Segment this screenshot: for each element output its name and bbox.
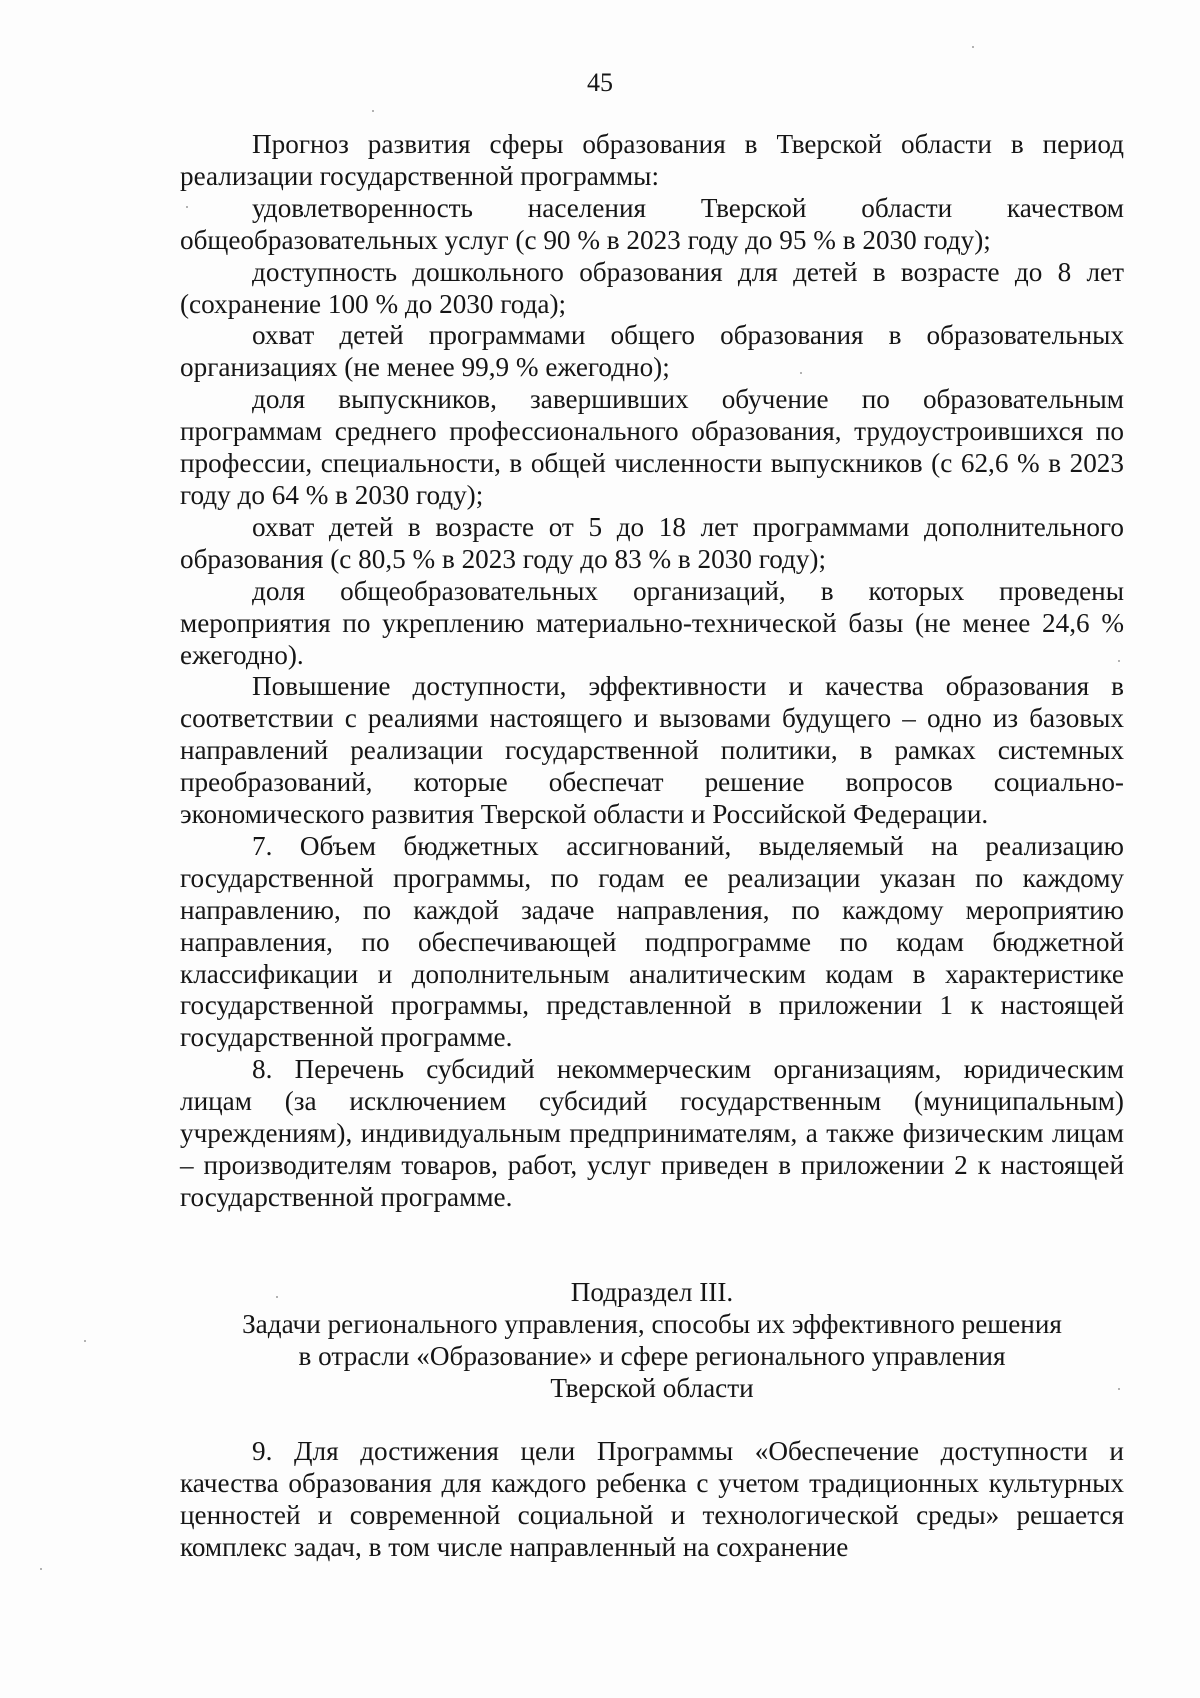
- subsection-title-line-1: Задачи регионального управления, способы их эффективного решения: [242, 1308, 1062, 1339]
- body-text-lower: [180, 1436, 1124, 1564]
- subsection-title-line-3: Тверской области: [550, 1372, 754, 1403]
- paragraph-accessibility-improvement: Повышение доступности, эффективности и качества образования в соответствии с реалиями настоящего и вызовами будущего – одно из базовых направлений реализации государственной политики, в рамках системных преобразований, которые обеспечат решение вопросов социально-экономического развития Тверской области и Российской Федерации.: [180, 671, 1124, 830]
- paragraph-preschool-access: доступность дошкольного образования для детей в возрасте до 8 лет (сохранение 100 % до 2030 года);: [180, 256, 1124, 319]
- scan-speck: [972, 46, 974, 48]
- subsection-label: Подраздел III.: [570, 1277, 734, 1307]
- paragraph-item-7-budget: 7. Объем бюджетных ассигнований, выделяемый на реализацию государственной программы, по годам ее реализации указан по каждому направлению, по каждой задаче направления, по каждому мероприятию направления, по обеспечивающей подпрограмме по кодам бюджетной классификации и дополнительным аналитическим кодам в характеристике государственной программы, представленной в приложении 1 к настоящей государственной программе.: [180, 830, 1124, 1053]
- paragraph-item-8-subsidies: 8. Перечень субсидий некоммерческим организациям, юридическим лицам (за исключением субсидий государственным (муниципальным) учреждениям), индивидуальным предпринимателям, а также физическим лицам – производителям товаров, работ, услуг приведен в приложении 2 к настоящей государственной программе.: [180, 1054, 1124, 1212]
- subsection-heading: [180, 1277, 1124, 1405]
- scan-speck: [800, 372, 802, 374]
- scan-speck: [276, 1296, 278, 1298]
- paragraph-additional-education: охват детей в возрасте от 5 до 18 лет программами дополнительного образования (с 80,5 % в 2023 году до 83 % в 2030 году);: [180, 511, 1124, 574]
- scan-speck: [40, 1568, 42, 1570]
- subsection-title-line-2: в отрасли «Образование» и сфере регионального управления: [298, 1340, 1006, 1371]
- paragraph-graduates-employment: доля выпускников, завершивших обучение по образовательным программам среднего профессионального образования, трудоустроившихся по профессии, специальности, в общей численности выпускников (с 62,6 % в 2023 году до 64 % в 2030 году);: [180, 384, 1124, 510]
- paragraph-general-education-coverage: охват детей программами общего образования в образовательных организациях (не менее 99,9 % ежегодно);: [180, 320, 1124, 383]
- paragraph-forecast-intro: Прогноз развития сферы образования в Тверской области в период реализации государственной программы:: [180, 129, 1124, 191]
- paragraph-material-base: доля общеобразовательных организаций, в которых проведены мероприятия по укреплению материально-технической базы (не менее 24,6 % ежегодно).: [180, 575, 1124, 670]
- body-text-upper: [180, 129, 1124, 1214]
- paragraph-satisfaction: удовлетворенность населения Тверской области качеством общеобразовательных услуг (с 90 % в 2023 году до 95 % в 2030 году);: [180, 192, 1124, 255]
- page-number: 45: [587, 68, 613, 97]
- scan-speck: [1118, 1388, 1120, 1390]
- paragraph-item-9-tasks: 9. Для достижения цели Программы «Обеспечение доступности и качества образования для каждого ребенка с учетом традиционных культурных ценностей и современной социальной и технологической среды» решается комплекс задач, в том числе направленный на сохранение: [180, 1436, 1124, 1562]
- scan-speck: [186, 206, 188, 208]
- scan-speck: [372, 110, 374, 112]
- scan-speck: [84, 1340, 86, 1342]
- scan-speck: [1118, 660, 1120, 662]
